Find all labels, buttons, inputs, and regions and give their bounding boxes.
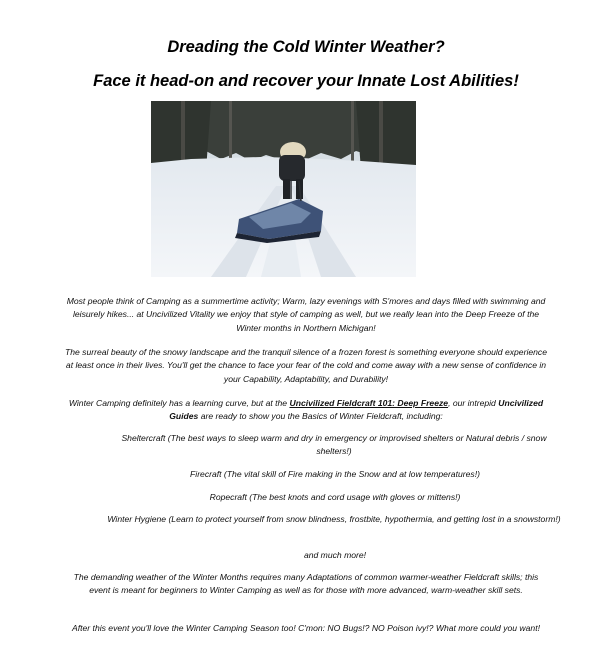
snow-sled-photo (151, 101, 416, 277)
learning-text-end: are ready to show you the Basics of Winter Fieldcraft, including: (198, 411, 443, 422)
skill-firecraft: Firecraft (The vital skill of Fire making in the Snow and at low temperatures!) (190, 469, 480, 479)
learning-text-middle: , our intrepid (448, 398, 499, 408)
skill-more: and much more! (303, 550, 367, 560)
skill-winter-hygiene: Winter Hygiene (Learn to protect yourself from snow blindness, frostbite, hypothermia, and getting lost in a snowstorm!) (107, 514, 561, 524)
skill-sheltercraft: Sheltercraft (The best ways to sleep warm and dry in emergency or improvised shelters or Natural debris / snow shelters!) (121, 433, 547, 457)
intro-paragraph: Most people think of Camping as a summertime activity; Warm, lazy evenings with S'mores and days filled with swimming and leisurely hikes... at Uncivilized Vitality we enjoy that style of camping as well, but we really lean into the Deep Freeze of the Winter months in Northern Michigan! (66, 296, 546, 333)
guides-name: Uncivilized Guides (169, 398, 544, 422)
closing-paragraph: After this event you'll love the Winter Camping Season too! C'mon: NO Bugs!? NO Poison ivy!? What more could you want! (72, 623, 540, 633)
beauty-paragraph: The surreal beauty of the snowy landscape and the tranquil silence of a frozen forest is something everyone should experience at least once in their lives. You'll get the chance to face your fear of the cold and come away with a new sense of confidence in your Capability, Adaptability, and Durability! (64, 347, 547, 384)
skill-ropecraft: Ropecraft (The best knots and cord usage with gloves or mittens!) (209, 492, 461, 502)
headline-tagline: Face it head-on and recover your Innate Lost Abilities! (93, 72, 519, 90)
learning-paragraph (64, 397, 548, 424)
event-name: Uncivilized Fieldcraft 101: Deep Freeze (289, 398, 449, 408)
headline-question: Dreading the Cold Winter Weather? (167, 38, 445, 56)
demanding-weather-paragraph: The demanding weather of the Winter Months requires many Adaptations of common warmer-weather Fieldcraft skills; this event is meant for beginners to Winter Camping as well as for those with more advanced, warm-weather skill sets. (73, 572, 539, 596)
learning-text-start: Winter Camping definitely has a learning curve, but at the (68, 398, 290, 408)
